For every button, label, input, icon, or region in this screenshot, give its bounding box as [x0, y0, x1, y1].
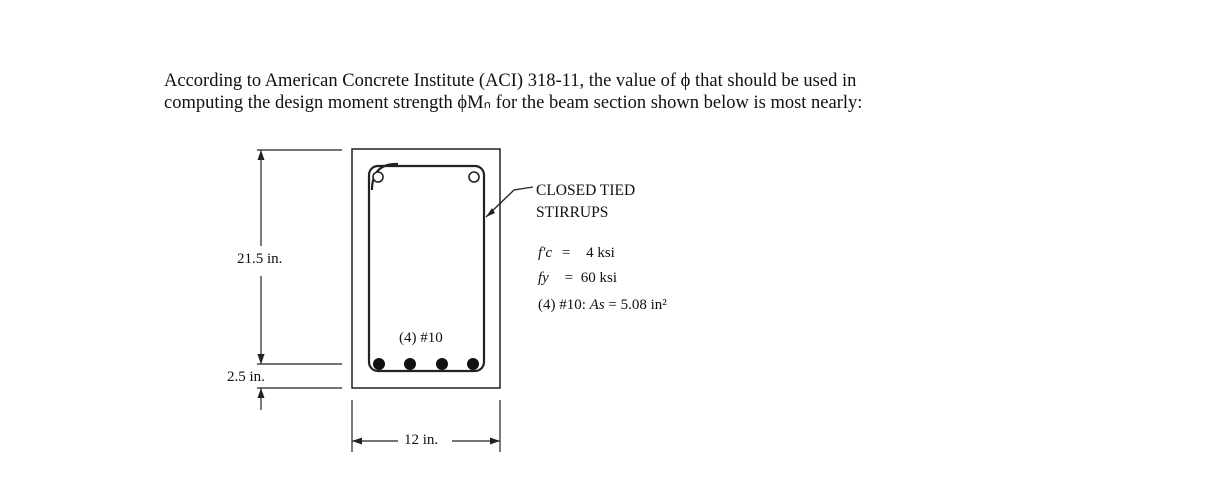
top-bar-left: [373, 172, 383, 182]
fc-equals: =: [561, 245, 571, 261]
steel-equals: =: [608, 297, 617, 313]
stirrup-label-2: STIRRUPS: [536, 204, 609, 221]
fy-equals: =: [564, 270, 574, 286]
stirrup-label-1: CLOSED TIED: [536, 182, 636, 199]
fc-value: 4 ksi: [586, 245, 615, 261]
fy-symbol: fy: [538, 270, 549, 286]
dim-width-label: 12 in.: [404, 432, 439, 448]
fc-row: [538, 245, 615, 262]
steel-symbol: As: [589, 297, 605, 313]
top-bar-right: [469, 172, 479, 182]
dim-cover-label: 2.5 in.: [227, 369, 265, 385]
bars-label: (4) #10: [399, 330, 443, 346]
dim-height-label: 21.5 in.: [237, 251, 283, 267]
bottom-bar-4: [467, 358, 479, 370]
bottom-bar-2: [404, 358, 416, 370]
bottom-bar-1: [373, 358, 385, 370]
fy-row: [538, 270, 617, 287]
beam-outline: [352, 149, 500, 388]
question-line-2: computing the design moment strength ϕMₙ for the beam section shown below is most nearly:: [164, 93, 863, 113]
fc-symbol: f′c: [538, 245, 553, 261]
bottom-bar-3: [436, 358, 448, 370]
question-line-1: According to American Concrete Institute (ACI) 318-11, the value of ϕ that should be used in: [164, 71, 857, 91]
steel-prefix: (4) #10:: [538, 297, 590, 313]
fy-value: 60 ksi: [580, 270, 618, 286]
steel-row: [538, 297, 667, 314]
steel-value: 5.08 in²: [620, 297, 667, 313]
